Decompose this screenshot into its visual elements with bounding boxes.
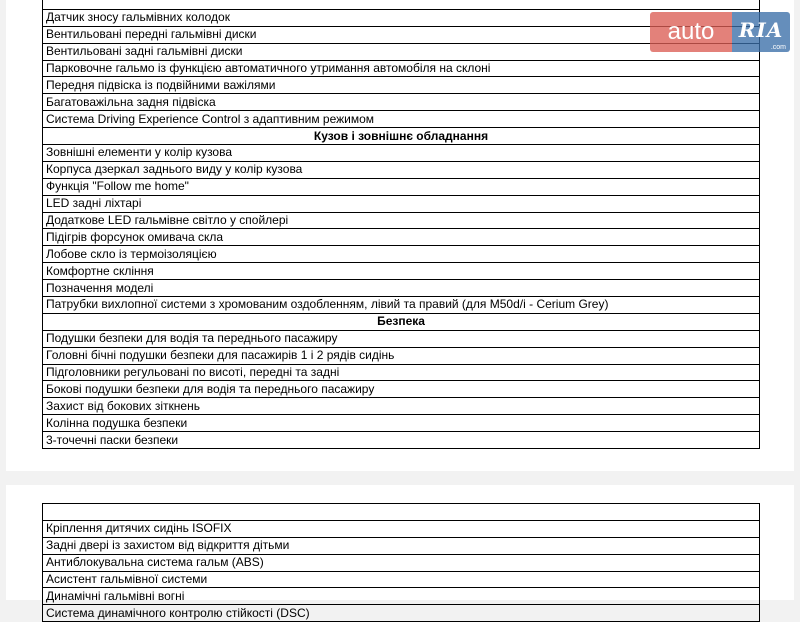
table-row: [43, 263, 760, 280]
table-row: [43, 588, 760, 605]
equipment-item: Вентильовані передні гальмівні диски: [43, 26, 760, 43]
equipment-item: Парковочне гальмо із функцією автоматичного утримання автомобіля на склоні: [43, 60, 760, 77]
equipment-item: Вентильовані задні гальмівні диски: [43, 43, 760, 60]
equipment-item: Патрубки вихлопної системи з хромованим оздобленням, лівий та правий (для M50d/i - Cerium Grey): [43, 297, 760, 314]
equipment-item: Корпуса дзеркал заднього виду у колір кузова: [43, 161, 760, 178]
table-row: [43, 330, 760, 347]
table-row: [43, 504, 760, 521]
equipment-item: Головні бічні подушки безпеки для пасажирів 1 і 2 рядів сидінь: [43, 347, 760, 364]
equipment-item: LED задні ліхтарі: [43, 195, 760, 212]
table-row: [43, 520, 760, 537]
watermark-domain-text: .com: [770, 44, 786, 51]
table-row: [43, 145, 760, 162]
equipment-item: Датчик зносу гальмівних колодок: [43, 9, 760, 26]
equipment-item: Захист від бокових зіткнень: [43, 398, 760, 415]
table-row: [43, 432, 760, 449]
equipment-item: Функція "Follow me home": [43, 178, 760, 195]
equipment-item: Підголовники регульовані по висоті, передні та задні: [43, 364, 760, 381]
table-row: [43, 0, 760, 9]
equipment-item: Бокові подушки безпеки для водія та переднього пасажиру: [43, 381, 760, 398]
table-row: [43, 94, 760, 111]
document-page-1: [6, 0, 794, 471]
section-header-row: [43, 128, 760, 145]
equipment-item: Лобове скло із термоізоляцією: [43, 246, 760, 263]
equipment-item: Багатоважільна задня підвіска: [43, 94, 760, 111]
equipment-item: 3-точечні паски безпеки: [43, 432, 760, 449]
watermark-ria-badge: [732, 12, 790, 52]
table-row: [43, 77, 760, 94]
watermark-auto-text: auto: [650, 12, 732, 52]
section-header-row: [43, 313, 760, 330]
equipment-table-1: [42, 0, 760, 449]
equipment-item: Асистент гальмівної системи: [43, 571, 760, 588]
equipment-item: Зовнішні елементи у колір кузова: [43, 145, 760, 162]
table-row: [43, 178, 760, 195]
auto-ria-watermark: [650, 12, 790, 52]
equipment-item: Задні двері із захистом від відкриття дітьми: [43, 537, 760, 554]
table-row: [43, 381, 760, 398]
table-row: [43, 60, 760, 77]
table-row: [43, 364, 760, 381]
equipment-item: Передня підвіска із подвійними важілями: [43, 77, 760, 94]
table-row: [43, 161, 760, 178]
equipment-item: Система динамічного контролю стійкості (DSC): [43, 605, 760, 622]
equipment-item: [43, 504, 760, 521]
equipment-item: Система Driving Experience Control з адаптивним режимом: [43, 111, 760, 128]
watermark-ria-text: RIA: [738, 18, 784, 42]
table-row: [43, 212, 760, 229]
table-row: [43, 280, 760, 297]
document-page-2: [6, 485, 794, 620]
equipment-item: Антиблокувальна система гальм (ABS): [43, 554, 760, 571]
table-row: [43, 571, 760, 588]
table-row: [43, 111, 760, 128]
table-row: [43, 229, 760, 246]
table-row: [43, 537, 760, 554]
section-header: Кузов і зовнішнє обладнання: [43, 128, 760, 145]
equipment-item: Колінна подушка безпеки: [43, 415, 760, 432]
table-row: [43, 195, 760, 212]
table-row: [43, 415, 760, 432]
table-row: [43, 347, 760, 364]
table-row: [43, 398, 760, 415]
equipment-item: Подушки безпеки для водія та переднього пасажиру: [43, 330, 760, 347]
equipment-table-2: [42, 503, 760, 622]
table-row: [43, 297, 760, 314]
equipment-item: Кріплення дитячих сидінь ISOFIX: [43, 520, 760, 537]
table-row: [43, 605, 760, 622]
equipment-item: Динамічні гальмівні вогні: [43, 588, 760, 605]
equipment-item: [43, 0, 760, 9]
equipment-item: Додаткове LED гальмівне світло у спойлері: [43, 212, 760, 229]
equipment-item: Позначення моделі: [43, 280, 760, 297]
equipment-item: Комфортне скління: [43, 263, 760, 280]
table-row: [43, 246, 760, 263]
section-header: Безпека: [43, 313, 760, 330]
equipment-item: Підігрів форсунок омивача скла: [43, 229, 760, 246]
table-row: [43, 554, 760, 571]
